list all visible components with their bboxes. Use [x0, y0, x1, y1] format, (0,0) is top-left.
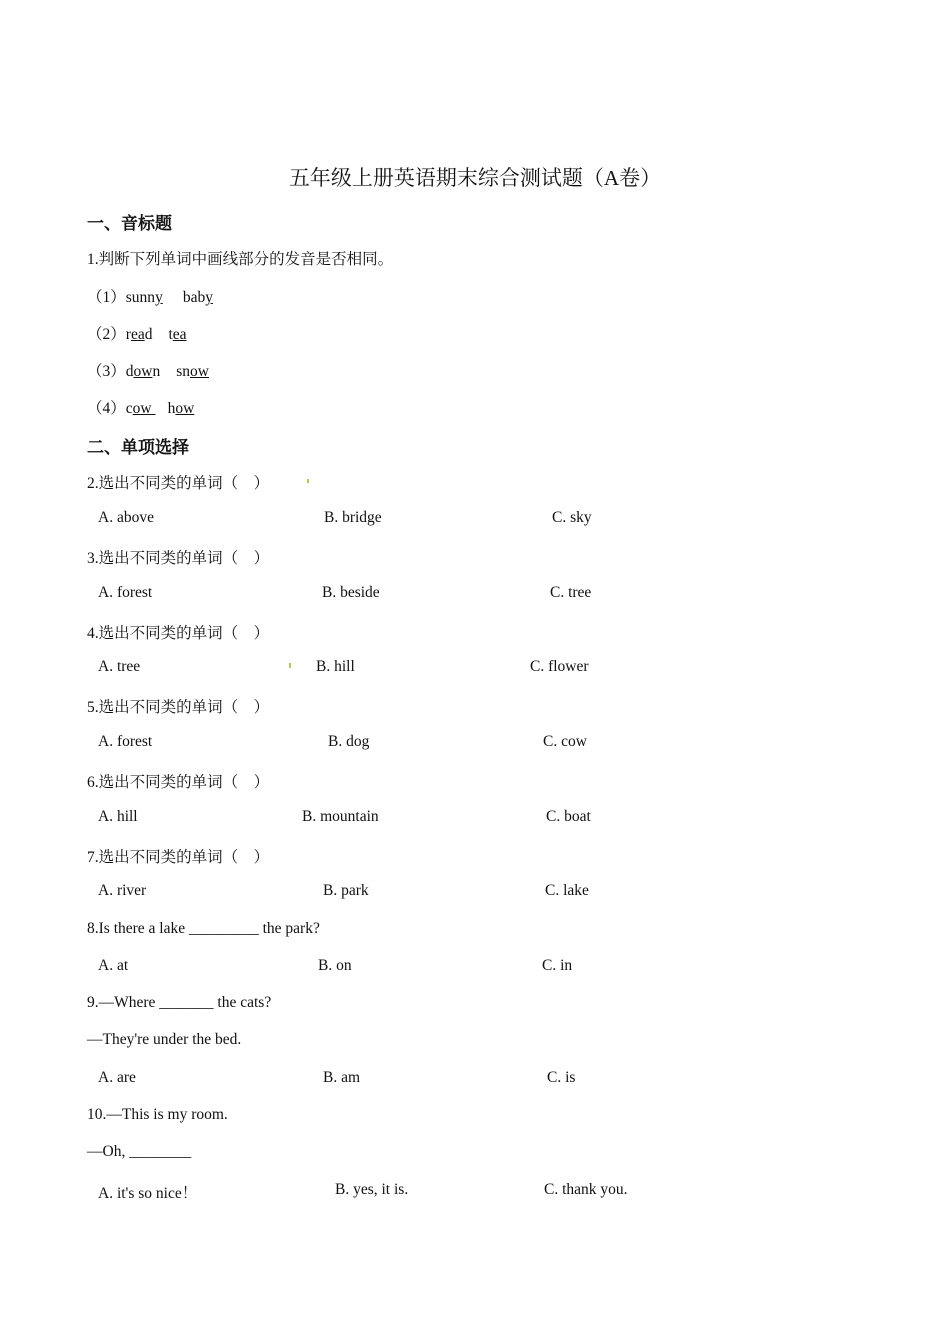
question-6: 6.选出不同类的单词（ ） — [87, 774, 270, 791]
section-heading-phonetics: 一、音标题 — [87, 214, 172, 234]
question-10-reply: —Oh, ________ — [87, 1143, 192, 1160]
phonetic-item-2: （2）read tea — [87, 326, 187, 343]
question-1: 1.判断下列单词中画线部分的发音是否相同。 — [87, 251, 394, 268]
option-a: A. it's so nice！ — [98, 1185, 198, 1202]
question-10: 10.—This is my room. — [87, 1106, 228, 1123]
option-c: C. sky — [552, 509, 592, 526]
phonetic-item-4: （4）cow how — [87, 400, 195, 417]
option-a: A. at — [98, 957, 129, 974]
speck-mark — [289, 663, 291, 668]
question-8: 8.Is there a lake _________ the park? — [87, 920, 320, 937]
option-b: B. dog — [328, 733, 370, 750]
option-b: B. mountain — [302, 808, 379, 825]
option-c: C. boat — [546, 808, 591, 825]
option-c: C. is — [547, 1069, 576, 1086]
option-c: C. flower — [530, 658, 589, 675]
option-a: A. forest — [98, 584, 153, 601]
option-a: A. are — [98, 1069, 136, 1086]
question-4: 4.选出不同类的单词（ ） — [87, 625, 270, 642]
option-c: C. lake — [545, 882, 589, 899]
option-c: C. tree — [550, 584, 592, 601]
option-a: A. river — [98, 882, 147, 899]
option-a: A. hill — [98, 808, 138, 825]
option-a: A. tree — [98, 658, 141, 675]
option-a: A. forest — [98, 733, 153, 750]
question-9: 9.—Where _______ the cats? — [87, 994, 272, 1011]
question-9-reply: —They're under the bed. — [87, 1031, 242, 1048]
section-heading-single-choice: 二、单项选择 — [87, 438, 189, 458]
option-b: B. hill — [316, 658, 355, 675]
option-b: B. am — [323, 1069, 361, 1086]
option-b: B. beside — [322, 584, 380, 601]
question-3: 3.选出不同类的单词（ ） — [87, 550, 270, 567]
speck-mark — [307, 479, 309, 483]
question-5: 5.选出不同类的单词（ ） — [87, 699, 270, 716]
option-b: B. park — [323, 882, 369, 899]
question-7: 7.选出不同类的单词（ ） — [87, 849, 270, 866]
option-b: B. bridge — [324, 509, 382, 526]
question-2: 2.选出不同类的单词（ ） — [87, 475, 270, 492]
option-c: C. in — [542, 957, 573, 974]
option-b: B. yes, it is. — [335, 1181, 409, 1198]
option-c: C. thank you. — [544, 1181, 628, 1198]
phonetic-item-1: （1）sunny baby — [87, 289, 213, 306]
phonetic-item-3: （3）down snow — [87, 363, 209, 380]
option-a: A. above — [98, 509, 154, 526]
page-title: 五年级上册英语期末综合测试题（A卷） — [288, 166, 662, 190]
option-b: B. on — [318, 957, 352, 974]
option-c: C. cow — [543, 733, 587, 750]
